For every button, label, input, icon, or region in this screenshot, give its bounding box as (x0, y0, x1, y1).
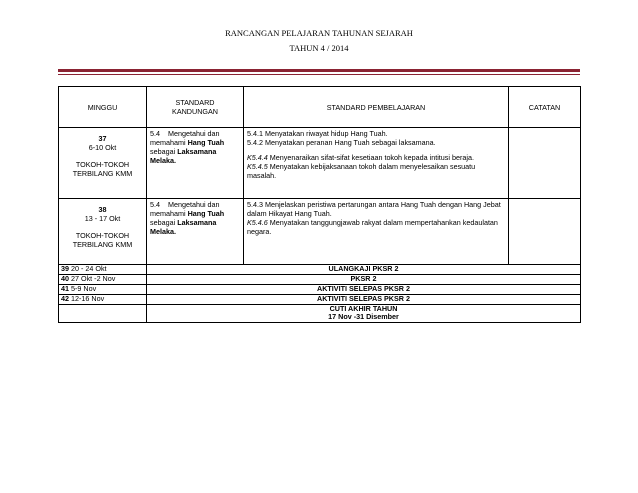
sk-mid: sebagai (150, 147, 176, 156)
catatan-cell (509, 128, 581, 199)
sk-bold-title: Laksamana Melaka. (150, 218, 217, 236)
week-theme-line1: TOKOH-TOKOH (75, 160, 130, 169)
sk-bold-name: Hang Tuah (187, 209, 225, 218)
header-rule-thin (58, 74, 580, 75)
col-catatan: CATATAN (509, 87, 581, 128)
summary-row (59, 275, 581, 285)
sp-item: 5.4.1 Menyatakan riwayat hidup Hang Tuah. (247, 129, 388, 138)
sk-text: Mengetahui dan memahami (150, 200, 220, 218)
summary-row (59, 265, 581, 275)
week-theme-line2: TERBILANG KMM (72, 169, 133, 178)
sp-code: K5.4.6 (247, 218, 268, 227)
holiday-event (147, 305, 581, 323)
sp-item: 5.4.2 Menyatakan peranan Hang Tuah sebagai laksamana. (247, 138, 436, 147)
summary-event: PKSR 2 (147, 275, 581, 285)
summary-row (59, 285, 581, 295)
holiday-week (59, 305, 147, 323)
summary-week (59, 265, 147, 275)
table-header-row (59, 87, 581, 128)
sk-number: 5.4 (150, 200, 160, 209)
sp-item: Menyenaraikan sifat-sifat kesetiaan tokoh kepada intitusi beraja. (269, 153, 474, 162)
week-number: 37 (98, 134, 107, 143)
header-rule-thick (58, 69, 580, 72)
week-theme-line1: TOKOH-TOKOH (75, 231, 130, 240)
summary-week-no: 41 (61, 284, 69, 293)
summary-row (59, 295, 581, 305)
catatan-cell (509, 199, 581, 265)
week-cell (59, 128, 147, 199)
table-row (59, 128, 581, 199)
col-standard-pembelajaran: STANDARD PEMBELAJARAN (244, 87, 509, 128)
standard-pembelajaran-cell (244, 199, 509, 265)
summary-week-dates: 5-9 Nov (71, 284, 97, 293)
col-sk-line2: KANDUNGAN (172, 107, 218, 116)
summary-week-no: 39 (61, 264, 69, 273)
summary-week (59, 285, 147, 295)
summary-week-no: 42 (61, 294, 69, 303)
col-minggu: MINGGU (59, 87, 147, 128)
sk-bold-name: Hang Tuah (187, 138, 225, 147)
sp-item: 5.4.3 Menjelaskan peristiwa pertarungan antara Hang Tuah dengan Hang Jebat dalam Hikayat Hang Tuah. (247, 200, 501, 218)
col-sk-line1: STANDARD (175, 98, 215, 107)
standard-kandungan-cell (147, 128, 244, 199)
holiday-row (59, 305, 581, 323)
table-row (59, 199, 581, 265)
holiday-dates: 17 Nov -31 Disember (328, 312, 399, 322)
sk-text: Mengetahui dan memahami (150, 129, 220, 147)
sp-code: K5.4.4 (247, 153, 268, 162)
sp-item: Menyatakan kebijaksanaan tokoh dalam menyelesaikan sesuatu masalah. (247, 162, 476, 180)
summary-week-no: 40 (61, 274, 69, 283)
sp-code: K5.4.5 (247, 162, 268, 171)
sk-number: 5.4 (150, 129, 160, 138)
summary-event: AKTIVITI SELEPAS PKSR 2 (147, 295, 581, 305)
document-subtitle: TAHUN 4 / 2014 (289, 43, 349, 53)
summary-event: AKTIVITI SELEPAS PKSR 2 (147, 285, 581, 295)
week-dates: 6-10 Okt (88, 143, 117, 152)
week-dates: 13 - 17 Okt (84, 214, 121, 223)
holiday-title: CUTI AKHIR TAHUN (329, 304, 398, 313)
document-title: RANCANGAN PELAJARAN TAHUNAN SEJARAH (225, 28, 413, 38)
col-standard-kandungan (147, 87, 244, 128)
sk-mid: sebagai (150, 218, 176, 227)
summary-week (59, 275, 147, 285)
sp-item: Menyatakan tanggungjawab rakyat dalam mempertahankan kedaulatan negara. (247, 218, 498, 236)
week-cell (59, 199, 147, 265)
lesson-plan-table (58, 86, 581, 323)
summary-week-dates: 20 - 24 Okt (71, 264, 107, 273)
sk-bold-title: Laksamana Melaka. (150, 147, 217, 165)
summary-week (59, 295, 147, 305)
week-theme-line2: TERBILANG KMM (72, 240, 133, 249)
week-number: 38 (98, 205, 107, 214)
standard-kandungan-cell (147, 199, 244, 265)
summary-event: ULANGKAJI PKSR 2 (147, 265, 581, 275)
summary-week-dates: 27 Okt -2 Nov (71, 274, 116, 283)
summary-week-dates: 12-16 Nov (71, 294, 105, 303)
standard-pembelajaran-cell (244, 128, 509, 199)
